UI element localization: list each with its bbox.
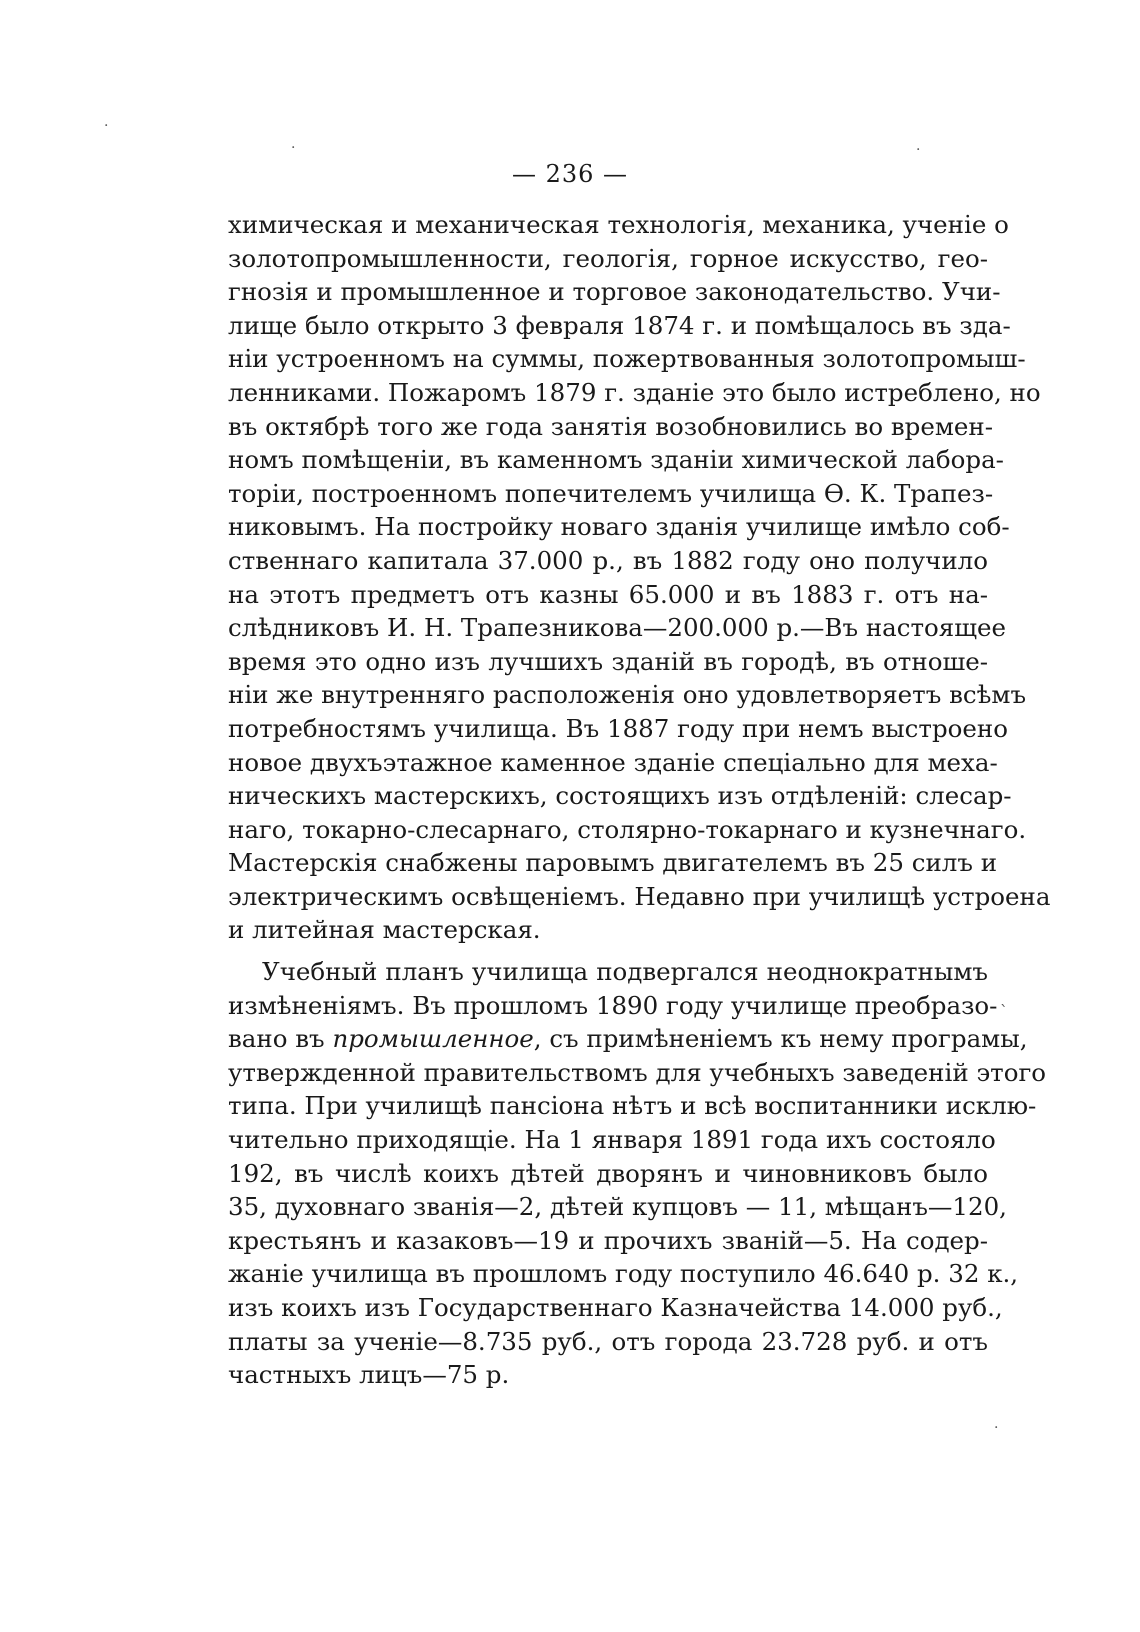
text-line: крестьянъ и казаковъ—19 и прочихъ званій—5. На содер- xyxy=(228,1225,988,1255)
scan-speck: · xyxy=(104,118,109,134)
text-line: ническихъ мастерскихъ, состоящихъ изъ отдѣленій: слесар- xyxy=(228,781,1012,811)
scan-speck: · xyxy=(291,140,296,156)
text-line: въ октябрѣ того же года занятія возобновились во времен- xyxy=(228,411,994,441)
text-line: время это одно изъ лучшихъ зданій въ городѣ, въ отноше- xyxy=(228,646,988,676)
text-line: потребностямъ училища. Въ 1887 году при немъ выстроено xyxy=(228,713,1008,743)
text-line: номъ помѣщеніи, въ каменномъ зданіи химической лабора- xyxy=(228,445,1004,475)
text-line: золотопромышленности, геологія, горное искусство, гео- xyxy=(228,243,988,273)
text-line: ніи же внутренняго расположенія оно удовлетворяетъ всѣмъ xyxy=(228,680,1027,710)
text-line: и литейная мастерская. xyxy=(228,915,541,945)
text-line: новое двухъэтажное каменное зданіе спеціально для меха- xyxy=(228,747,998,777)
text-line: 35, духовнаго званія—2, дѣтей купцовъ — 11, мѣщанъ—120, xyxy=(228,1192,1007,1222)
text-line: лище было открыто 3 февраля 1874 г. и помѣщалось въ зда- xyxy=(228,310,1011,340)
scan-speck: · xyxy=(994,1420,999,1436)
paragraph-1 xyxy=(228,208,1051,947)
text-line: ленниками. Пожаромъ 1879 г. зданіе это было истреблено, но xyxy=(228,377,1041,407)
text-line: на этотъ предметъ отъ казны 65.000 и въ 1883 г. отъ на- xyxy=(228,579,988,609)
text-segment: , съ примѣненіемъ къ нему програмы, xyxy=(533,1024,1028,1054)
text-line: платы за ученіе—8.735 руб., отъ города 23.728 руб. и отъ xyxy=(228,1326,988,1356)
text-line: Учебный планъ училища подвергался неоднократнымъ xyxy=(262,957,988,987)
paragraph-gap xyxy=(228,947,988,955)
text-line: электрическимъ освѣщеніемъ. Недавно при училищѣ устроена xyxy=(228,881,1051,911)
text-segment: вано въ xyxy=(228,1024,333,1054)
text-line: чительно приходящіе. На 1 января 1891 года ихъ состояло xyxy=(228,1125,996,1155)
text-line xyxy=(228,1022,1028,1056)
margin-tick-mark: ˋ xyxy=(1000,1002,1008,1021)
text-line: слѣдниковъ И. Н. Трапезникова—200.000 р.—Въ настоящее xyxy=(228,613,1007,643)
text-line: утвержденной правительствомъ для учебныхъ заведеній этого xyxy=(228,1057,1047,1087)
text-line: Мастерскія снабжены паровымъ двигателемъ въ 25 силъ и xyxy=(228,848,998,878)
text-line: изъ коихъ изъ Государственнаго Казначейства 14.000 руб., xyxy=(228,1293,1003,1322)
text-line: 192, въ числѣ коихъ дѣтей дворянъ и чиновниковъ было xyxy=(228,1158,988,1188)
text-line: гнозія и промышленное и торговое законодательство. Учи- xyxy=(228,277,1001,307)
italic-term: промышленное xyxy=(332,1024,534,1054)
text-line: ніи устроенномъ на суммы, пожертвованныя золотопромыш- xyxy=(228,344,1026,374)
body-text xyxy=(228,208,1051,1392)
text-line: торіи, построенномъ попечителемъ училища Ѳ. К. Трапез- xyxy=(228,478,994,508)
scan-speck: · xyxy=(916,142,921,158)
text-line: наго, токарно-слесарнаго, столярно-токарнаго и кузнечнаго. xyxy=(228,814,1027,844)
text-line: измѣненіямъ. Въ прошломъ 1890 году училище преобразо- xyxy=(228,990,998,1020)
paragraph-2 xyxy=(228,955,1047,1392)
text-line: жаніе училища въ прошломъ году поступило 46.640 р. 32 к., xyxy=(228,1259,1019,1289)
text-line: типа. При училищѣ пансіона нѣтъ и всѣ воспитанники исклю- xyxy=(228,1091,1037,1121)
text-line: частныхъ лицъ—75 р. xyxy=(228,1360,510,1390)
text-line: никовымъ. На постройку новаго зданія училище имѣло соб- xyxy=(228,512,1010,542)
page-number: — 236 — xyxy=(511,160,629,188)
text-line: ственнаго капитала 37.000 р., въ 1882 году оно получило xyxy=(228,545,988,575)
text-line: химическая и механическая технологія, механика, ученіе о xyxy=(228,210,1009,239)
